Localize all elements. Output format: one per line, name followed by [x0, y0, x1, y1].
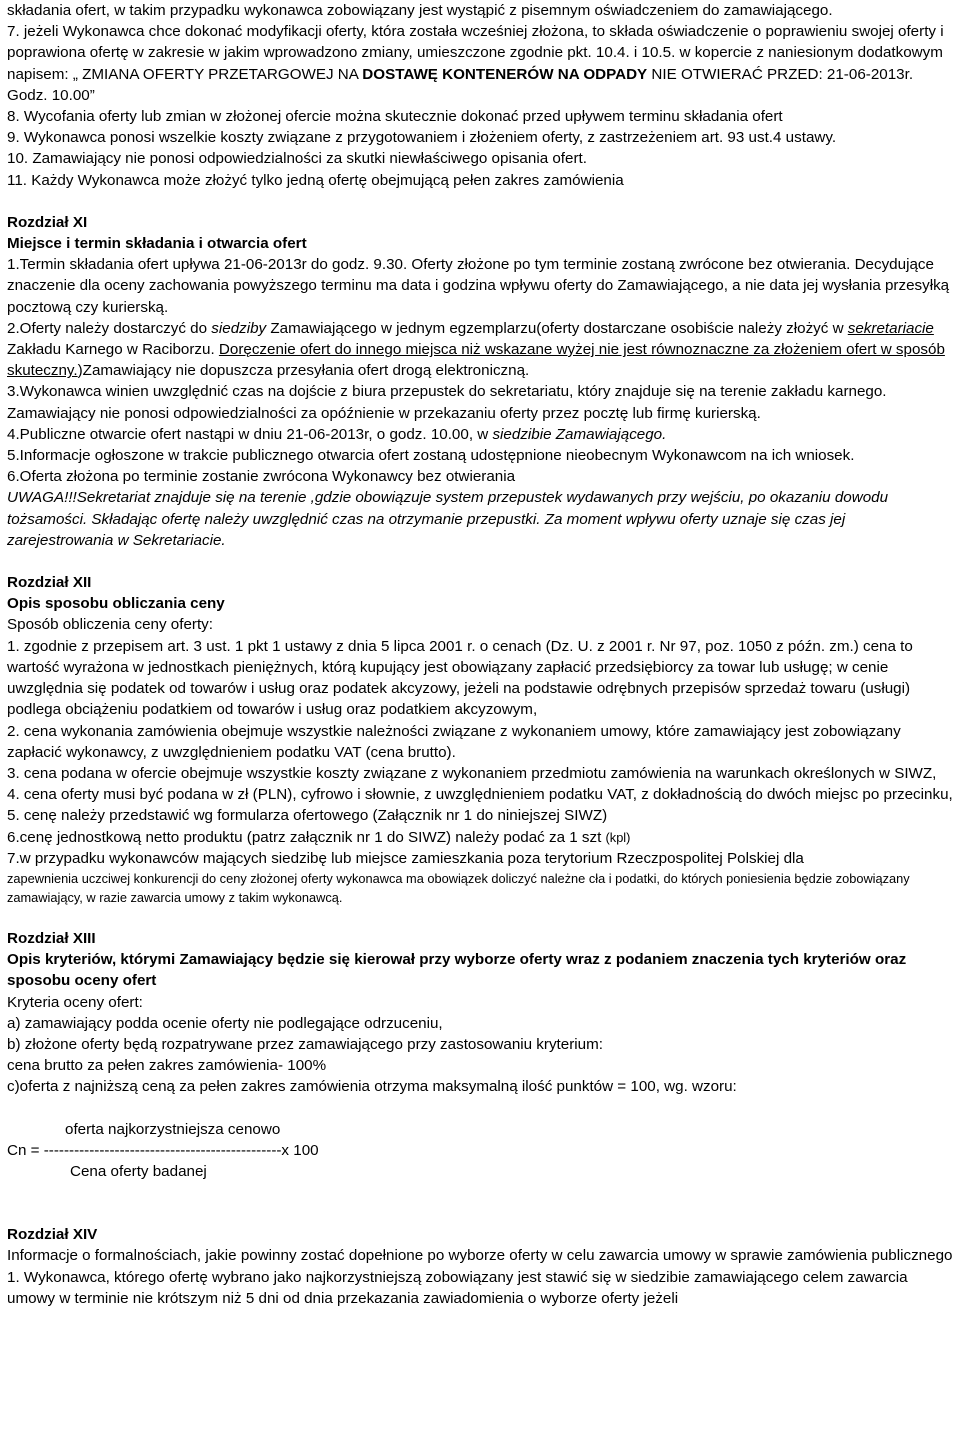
xii-point-2: 2. cena wykonania zamówienia obejmuje wszystkie należności związane z wykonaniem umowy, które zamawiający jest zobowiązany zapłacić wykonawcy, z uwzględnieniem podatku VAT (cena brutto).: [7, 722, 901, 761]
point-7: 7. jeżeli Wykonawca chce dokonać modyfikacji oferty, która została wcześniej złożona, to składa oświadczenie o poprawieniu swojej oferty i poprawiona ofertę w zakresie w jakim wprowadzono zmiany, umieszczone zgodnie pkt. 10.4. i 10.5. w kopercie z naniesionym dodatkowym napisem: „ ZMIANA OFERTY PRZETARGOWEJ NA DOSTAWĘ KONTENERÓW NA ODPADY NIE OTWIERAĆ PRZED: 21-06-2013r. Godz. 10.00”: [7, 23, 944, 104]
xiii-criterion: cena brutto za pełen zakres zamówienia- 100%: [7, 1057, 327, 1075]
xii-point-3: 3. cena podana w ofercie obejmuje wszystkie koszty związane z wykonaniem przedmiotu zamówienia na warunkach określonych w SIWZ,: [7, 764, 937, 782]
xiii-lead: Kryteria oceny ofert:: [7, 993, 143, 1011]
xi-warning: UWAGA!!!Sekretariat znajduje się na terenie ,gdzie obowiązuje system przepustek wydawanych przy wejściu, po okazaniu dowodu tożsamości. Składając ofertę należy uwzględnić czas na otrzymanie przepustki. Za moment wpływu oferty uznaje się czas jej zarejestrowania w Sekretariacie.: [7, 489, 889, 549]
section-subtitle-xiv: Informacje o formalnościach, jakie powinny zostać dopełnione po wyborze oferty w celu zawarcia umowy w sprawie zamówienia publicznego: [7, 1247, 953, 1265]
xii-point-6: 6.cenę jednostkową netto produktu (patrz załącznik nr 1 do SIWZ) należy podać za 1 szt (kpl): [7, 828, 631, 846]
xii-point-7: 7.w przypadku wykonawców mających siedzibę lub miejsce zamieszkania poza terytorium Rzeczpospolitej Polskiej dla: [7, 849, 804, 867]
spacer: [7, 551, 953, 572]
spacer: [7, 1098, 953, 1119]
intro-line: składania ofert, w takim przypadku wykonawca zobowiązany jest wystąpić z pisemnym oświadczeniem do zamawiającego.: [7, 2, 833, 19]
spacer: [7, 191, 953, 212]
section-title-xiii: Rozdział XIII: [7, 929, 96, 947]
point-8: 8. Wycofania oferty lub zmian w złożonej ofercie można skutecznie dokonać przed upływem terminu składania ofert: [7, 108, 783, 126]
xi-point-5: 5.Informacje ogłoszone w trakcie publicznego otwarcia ofert zostaną udostępnione nieobecnym Wykonawcom na ich wniosek.: [7, 447, 855, 465]
section-title-xii: Rozdział XII: [7, 574, 92, 592]
xii-point-4: 4. cena oferty musi być podana w zł (PLN), cyfrowo i słownie, z uwzględnieniem podatku VAT, z dokładnością do dwóch miejsc po przecinku,: [7, 786, 953, 804]
xiii-point-b: b) złożone oferty będą rozpatrywane przez zamawiającego przy zastosowaniu kryterium:: [7, 1035, 603, 1053]
xii-point-7-cont: zapewnienia uczciwej konkurencji do ceny złożonej oferty wykonawca ma obowiązek doliczyć należne cła i podatki, do których poniesienia będzie zobowiązany zamawiający, w razie zawarcia umowy z takim wykonawcą.: [7, 870, 910, 905]
xiv-point-1: 1. Wykonawca, którego ofertę wybrano jako najkorzystniejszą zobowiązany jest stawić się w siedzibie zamawiającego celem zawarcia umowy w terminie nie krótszym niż 5 dni od dnia przekazania zawiadomienia o wyborze oferty jeżeli: [7, 1268, 908, 1307]
xi-point-1: 1.Termin składania ofert upływa 21-06-2013r do godz. 9.30. Oferty złożone po tym terminie zostaną zwrócone bez otwierania. Decydujące znaczenie dla oceny zachowania powyższego terminu ma data i godzina wpływu oferty do Zamawiającego, a nie data jej wysłania przesyłką pocztową czy kurierską.: [7, 256, 950, 316]
xiii-point-a: a) zamawiający podda ocenie oferty nie podlegające odrzuceniu,: [7, 1014, 443, 1032]
xi-point-4: 4.Publiczne otwarcie ofert nastąpi w dniu 21-06-2013r, o godz. 10.00, w siedzibie Zamawiającego.: [7, 425, 667, 443]
formula-line: Cn = -----------------------------------------------x 100: [7, 1141, 319, 1159]
xii-point-5: 5. cenę należy przedstawić wg formularza ofertowego (Załącznik nr 1 do niniejszej SIWZ): [7, 807, 608, 825]
xii-point-1: 1. zgodnie z przepisem art. 3 ust. 1 pkt 1 ustawy z dnia 5 lipca 2001 r. o cenach (Dz. U. z 2001 r. Nr 97, poz. 1050 z późn. zm.) cena to wartość wyrażona w jednostkach pieniężnych, którą kupujący jest obowiązany zapłacić przedsiębiorcy za towar lub usługę; w cenie uwzględnia się podatek od towarów i usług oraz podatek akcyzowy, jeżeli na podstawie odrębnych przepisów sprzedaż towaru (usługi) podlega obciążeniu podatkiem od towarów i usług oraz podatkiem akcyzowym,: [7, 637, 913, 719]
section-title-xi: Rozdział XI: [7, 213, 88, 231]
section-subtitle-xii: Opis sposobu obliczania ceny: [7, 595, 225, 613]
xi-point-2: 2.Oferty należy dostarczyć do siedziby Zamawiającego w jednym egzemplarzu(oferty dostarczane osobiście należy złożyć w sekretariacie Zakładu Karnego w Raciborzu. Doręczenie ofert do innego miejsca niż wskazane wyżej nie jest równoznaczne za złożeniem ofert w sposób skuteczny.)Zamawiający nie dopuszcza przesyłania ofert drogą elektroniczną.: [7, 319, 945, 380]
formula-denominator: Cena oferty badanej: [70, 1162, 207, 1180]
formula-numerator: oferta najkorzystniejsza cenowo: [65, 1120, 281, 1138]
spacer: [7, 1182, 953, 1224]
xi-point-6: 6.Oferta złożona po terminie zostanie zwrócona Wykonawcy bez otwierania: [7, 468, 516, 486]
point-9: 9. Wykonawca ponosi wszelkie koszty związane z przygotowaniem i złożeniem oferty, z zastrzeżeniem art. 93 ust.4 ustawy.: [7, 129, 837, 147]
xii-lead: Sposób obliczenia ceny oferty:: [7, 616, 213, 634]
point-10: 10. Zamawiający nie ponosi odpowiedzialności za skutki niewłaściwego opisania ofert.: [7, 150, 587, 168]
section-title-xiv: Rozdział XIV: [7, 1226, 98, 1244]
section-subtitle-xi: Miejsce i termin składania i otwarcia ofert: [7, 235, 307, 253]
section-subtitle-xiii: Opis kryteriów, którymi Zamawiający będzie się kierował przy wyborze oferty wraz z podaniem znaczenia tych kryteriów oraz sposobu oceny ofert: [7, 951, 907, 990]
xi-point-3: 3.Wykonawca winien uwzględnić czas na dojście z biura przepustek do sekretariatu, który znajduje się na terenie zakładu karnego. Zamawiający nie ponosi odpowiedzialności za opóźnienie w przekazaniu oferty przez pocztę lub firmę kurierską.: [7, 383, 887, 422]
point-11: 11. Każdy Wykonawca może złożyć tylko jedną ofertę obejmującą pełen zakres zamówienia: [7, 171, 624, 189]
xiii-point-c: c)oferta z najniższą ceną za pełen zakres zamówienia otrzyma maksymalną ilość punktów = 100, wg. wzoru:: [7, 1078, 737, 1096]
spacer: [7, 907, 953, 928]
